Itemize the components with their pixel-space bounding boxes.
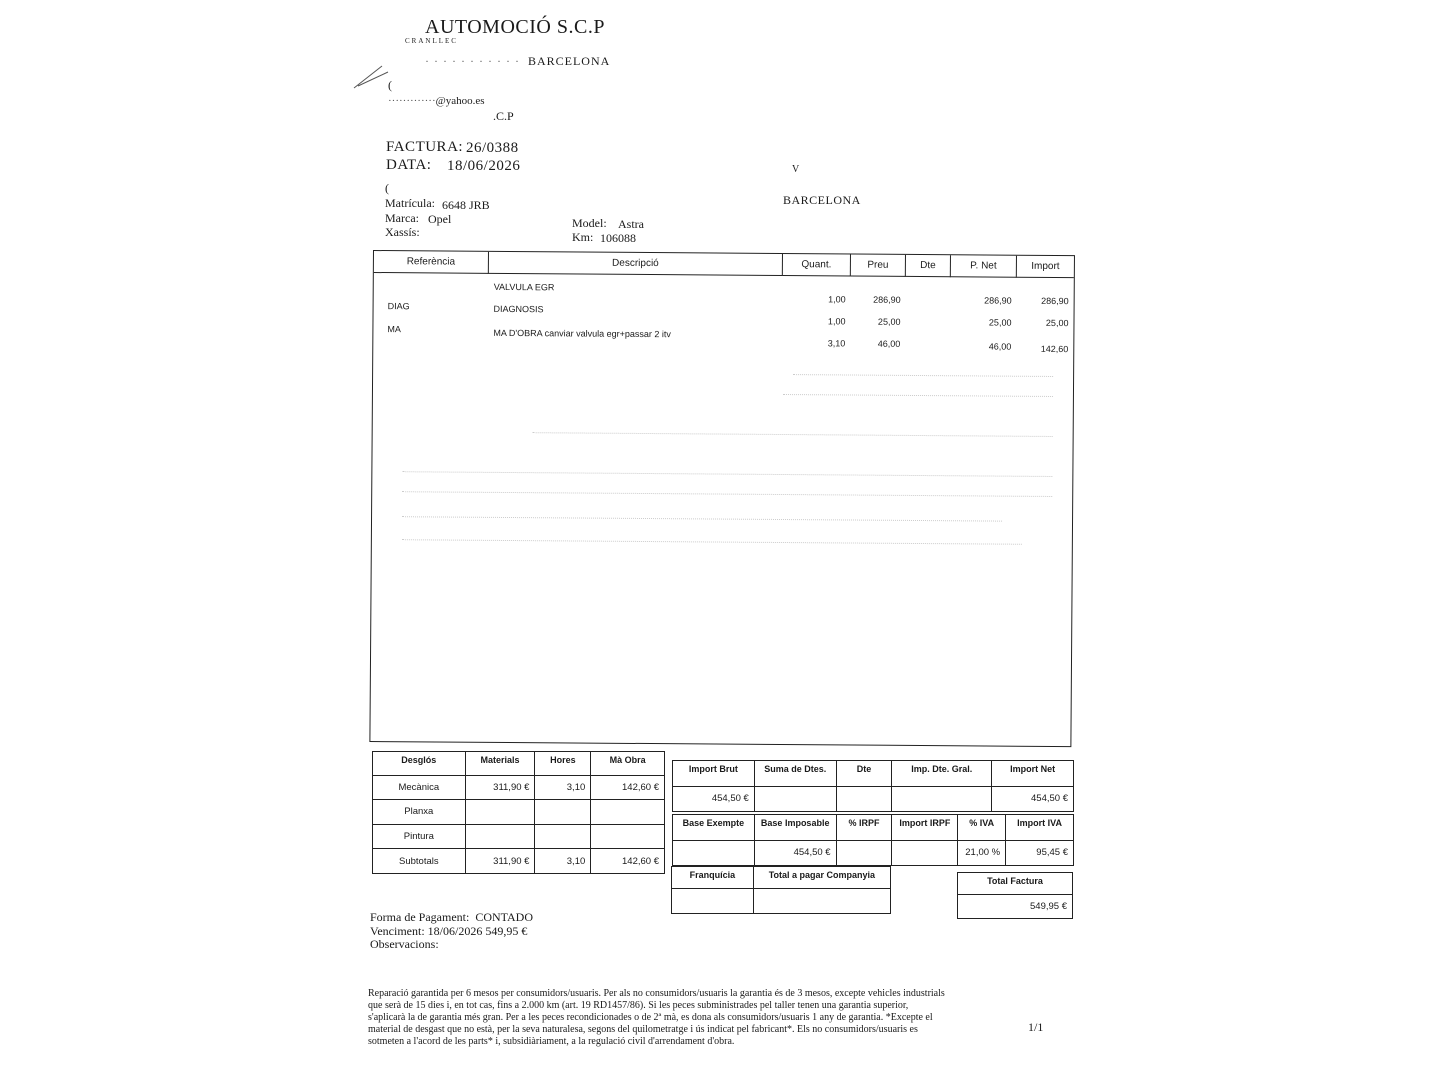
tax-value: 95,45 € bbox=[1006, 840, 1074, 866]
tax-value: 21,00 % bbox=[958, 840, 1006, 866]
page-number: 1/1 bbox=[1028, 1020, 1044, 1034]
total-header: Total Factura bbox=[958, 873, 1073, 895]
payment-notes-label: Observacions: bbox=[370, 937, 439, 951]
breakdown-labour: 142,60 € bbox=[591, 849, 665, 874]
invoice-number: 26/0388 bbox=[466, 140, 519, 156]
tax-header: Base Exempte bbox=[673, 815, 755, 841]
franchise-header: Franquícia bbox=[672, 867, 754, 889]
item-ref: DIAG bbox=[387, 301, 410, 312]
footer-line: que serà de 15 dies i, en tot cas, fins a 2.000 km (art. 19 RD1457/86). Si les peces subministrades pel taller tenen una garantia superior, bbox=[368, 1000, 909, 1011]
tax-header: Base Imposable bbox=[754, 815, 836, 841]
invoice-date: 18/06/2026 bbox=[447, 158, 521, 174]
km-value: 106088 bbox=[600, 231, 636, 245]
scan-noise bbox=[783, 394, 1053, 398]
breakdown-labour bbox=[591, 824, 665, 849]
gross-header: Suma de Dtes. bbox=[754, 761, 836, 787]
total-table bbox=[957, 872, 1073, 919]
breakdown-header: Hores bbox=[535, 752, 591, 776]
franchise-table bbox=[671, 866, 891, 914]
breakdown-labour bbox=[591, 800, 665, 825]
tax-table bbox=[672, 814, 1074, 866]
breakdown-materials bbox=[465, 824, 535, 849]
item-import: 25,00 bbox=[1045, 317, 1069, 329]
header-discount: Dte bbox=[906, 255, 951, 277]
item-quantity: 3,10 bbox=[827, 338, 846, 349]
gross-header: Imp. Dte. Gral. bbox=[892, 761, 992, 787]
breakdown-labour: 142,60 € bbox=[591, 775, 665, 800]
gross-header: Import Net bbox=[992, 761, 1074, 787]
scan-noise bbox=[793, 374, 1053, 378]
brand-label: Marca: bbox=[385, 211, 419, 225]
gross-table bbox=[672, 760, 1074, 812]
gross-value: 454,50 € bbox=[992, 786, 1074, 812]
breakdown-hours: 3,10 bbox=[535, 849, 591, 874]
tax-header: % IVA bbox=[958, 815, 1006, 841]
company-suffix: .C.P bbox=[493, 109, 514, 123]
scan-noise bbox=[402, 516, 1002, 522]
item-import: 286,90 bbox=[1041, 295, 1069, 307]
footer-line: s'aplicarà la de garantia més gran. Per a les peces recondicionades o de 2ª mà, es dona als consumidors/usuaris 1 any de garantia. *Excepte el bbox=[368, 1012, 933, 1023]
tax-value bbox=[892, 840, 958, 866]
item-price: 25,00 bbox=[877, 316, 901, 327]
header-quantity: Quant. bbox=[783, 254, 851, 276]
model-value: Astra bbox=[618, 217, 644, 231]
breakdown-table bbox=[372, 751, 665, 874]
company-name: AUTOMOCIÓ S.C.P bbox=[425, 16, 605, 38]
breakdown-header: Desglós bbox=[373, 752, 466, 776]
item-description: DIAGNOSIS bbox=[493, 303, 544, 315]
franchise-value bbox=[672, 889, 754, 914]
customer-marker: V bbox=[792, 164, 800, 175]
tax-value bbox=[836, 840, 892, 866]
company-email: ·············@yahoo.es bbox=[388, 95, 485, 107]
item-net-price: 25,00 bbox=[988, 317, 1012, 328]
chassis-label: Xassís: bbox=[385, 225, 420, 239]
header-description: Descripció bbox=[489, 252, 783, 276]
tax-header: Import IRPF bbox=[892, 815, 958, 841]
franchise-value bbox=[753, 889, 890, 914]
item-ref: MA bbox=[387, 324, 401, 335]
item-quantity: 1,00 bbox=[827, 316, 846, 327]
brand-value: Opel bbox=[428, 212, 452, 226]
invoice-date-label: DATA: bbox=[386, 157, 432, 173]
header-net-price: P. Net bbox=[951, 255, 1017, 277]
breakdown-header: Materials bbox=[465, 752, 535, 776]
header-price: Preu bbox=[851, 255, 906, 277]
breakdown-hours bbox=[535, 800, 591, 825]
breakdown-row-label: Planxa bbox=[373, 800, 466, 825]
payment-method: Forma de Pagament: CONTADO bbox=[370, 910, 534, 924]
breakdown-row-label: Subtotals bbox=[373, 849, 466, 874]
franchise-header: Total a pagar Companyia bbox=[753, 867, 890, 889]
tax-header: Import IVA bbox=[1006, 815, 1074, 841]
item-price: 286,90 bbox=[873, 294, 901, 305]
plate-value: 6648 JRB bbox=[442, 198, 490, 212]
payment-due: Venciment: 18/06/2026 549,95 € bbox=[370, 924, 528, 938]
breakdown-row-label: Mecànica bbox=[373, 775, 466, 800]
breakdown-hours bbox=[535, 824, 591, 849]
scan-noise bbox=[402, 491, 1052, 498]
footer-line: Reparació garantida per 6 mesos per consumidors/usuaris. Per als no consumidors/usuaris la garantia és de 3 mesos, excepte vehicles industrials bbox=[368, 988, 945, 999]
scribble-mark bbox=[352, 60, 392, 90]
header-scribble: CRANLLEC bbox=[405, 37, 458, 45]
tax-header: % IRPF bbox=[836, 815, 892, 841]
breakdown-header: Mà Obra bbox=[591, 752, 665, 776]
customer-name-marker: ( bbox=[385, 181, 389, 195]
item-quantity: 1,00 bbox=[828, 294, 846, 305]
footer-line: sotmeten a l'acord de les parts* i, subsidiàriament, a la regulació civil d'arrendament d'obra. bbox=[368, 1036, 735, 1047]
scan-noise bbox=[402, 471, 1052, 478]
item-net-price: 286,90 bbox=[984, 295, 1012, 306]
items-table bbox=[369, 250, 1075, 747]
header-reference: Referència bbox=[374, 251, 489, 274]
item-import: 142,60 bbox=[1040, 343, 1069, 355]
company-phone-marker: ( bbox=[388, 78, 392, 92]
gross-header: Dte bbox=[836, 761, 892, 787]
breakdown-row-label: Pintura bbox=[373, 824, 466, 849]
gross-header: Import Brut bbox=[673, 761, 755, 787]
breakdown-materials: 311,90 € bbox=[465, 775, 535, 800]
invoice-number-label: FACTURA: bbox=[386, 139, 464, 155]
km-label: Km: bbox=[572, 230, 594, 244]
footer-line: material de desgast que no està, per la seva naturalesa, segons del quilometratge i ús indicat pel fabricant*. Els no consumidors/usuaris es bbox=[368, 1024, 918, 1035]
gross-value: 454,50 € bbox=[673, 786, 755, 812]
customer-city: BARCELONA bbox=[783, 193, 861, 207]
gross-value bbox=[754, 786, 836, 812]
scan-noise bbox=[533, 432, 1053, 438]
item-description: VALVULA EGR bbox=[493, 281, 555, 293]
breakdown-hours: 3,10 bbox=[535, 775, 591, 800]
item-price: 46,00 bbox=[877, 338, 901, 349]
scan-noise bbox=[402, 539, 1022, 546]
plate-label: Matrícula: bbox=[385, 196, 435, 210]
total-value: 549,95 € bbox=[958, 895, 1073, 919]
gross-value bbox=[836, 786, 892, 812]
model-label: Model: bbox=[572, 216, 607, 230]
gross-value bbox=[892, 786, 992, 812]
item-net-price: 46,00 bbox=[988, 341, 1012, 352]
item-description: MA D'OBRA canviar valvula egr+passar 2 itv bbox=[493, 327, 671, 340]
breakdown-materials: 311,90 € bbox=[465, 849, 535, 874]
header-import: Import bbox=[1017, 256, 1074, 278]
tax-value bbox=[673, 840, 755, 866]
breakdown-materials bbox=[465, 800, 535, 825]
company-address: · · · · · · · · · · · BARCELONA bbox=[425, 54, 611, 68]
tax-value: 454,50 € bbox=[754, 840, 836, 866]
